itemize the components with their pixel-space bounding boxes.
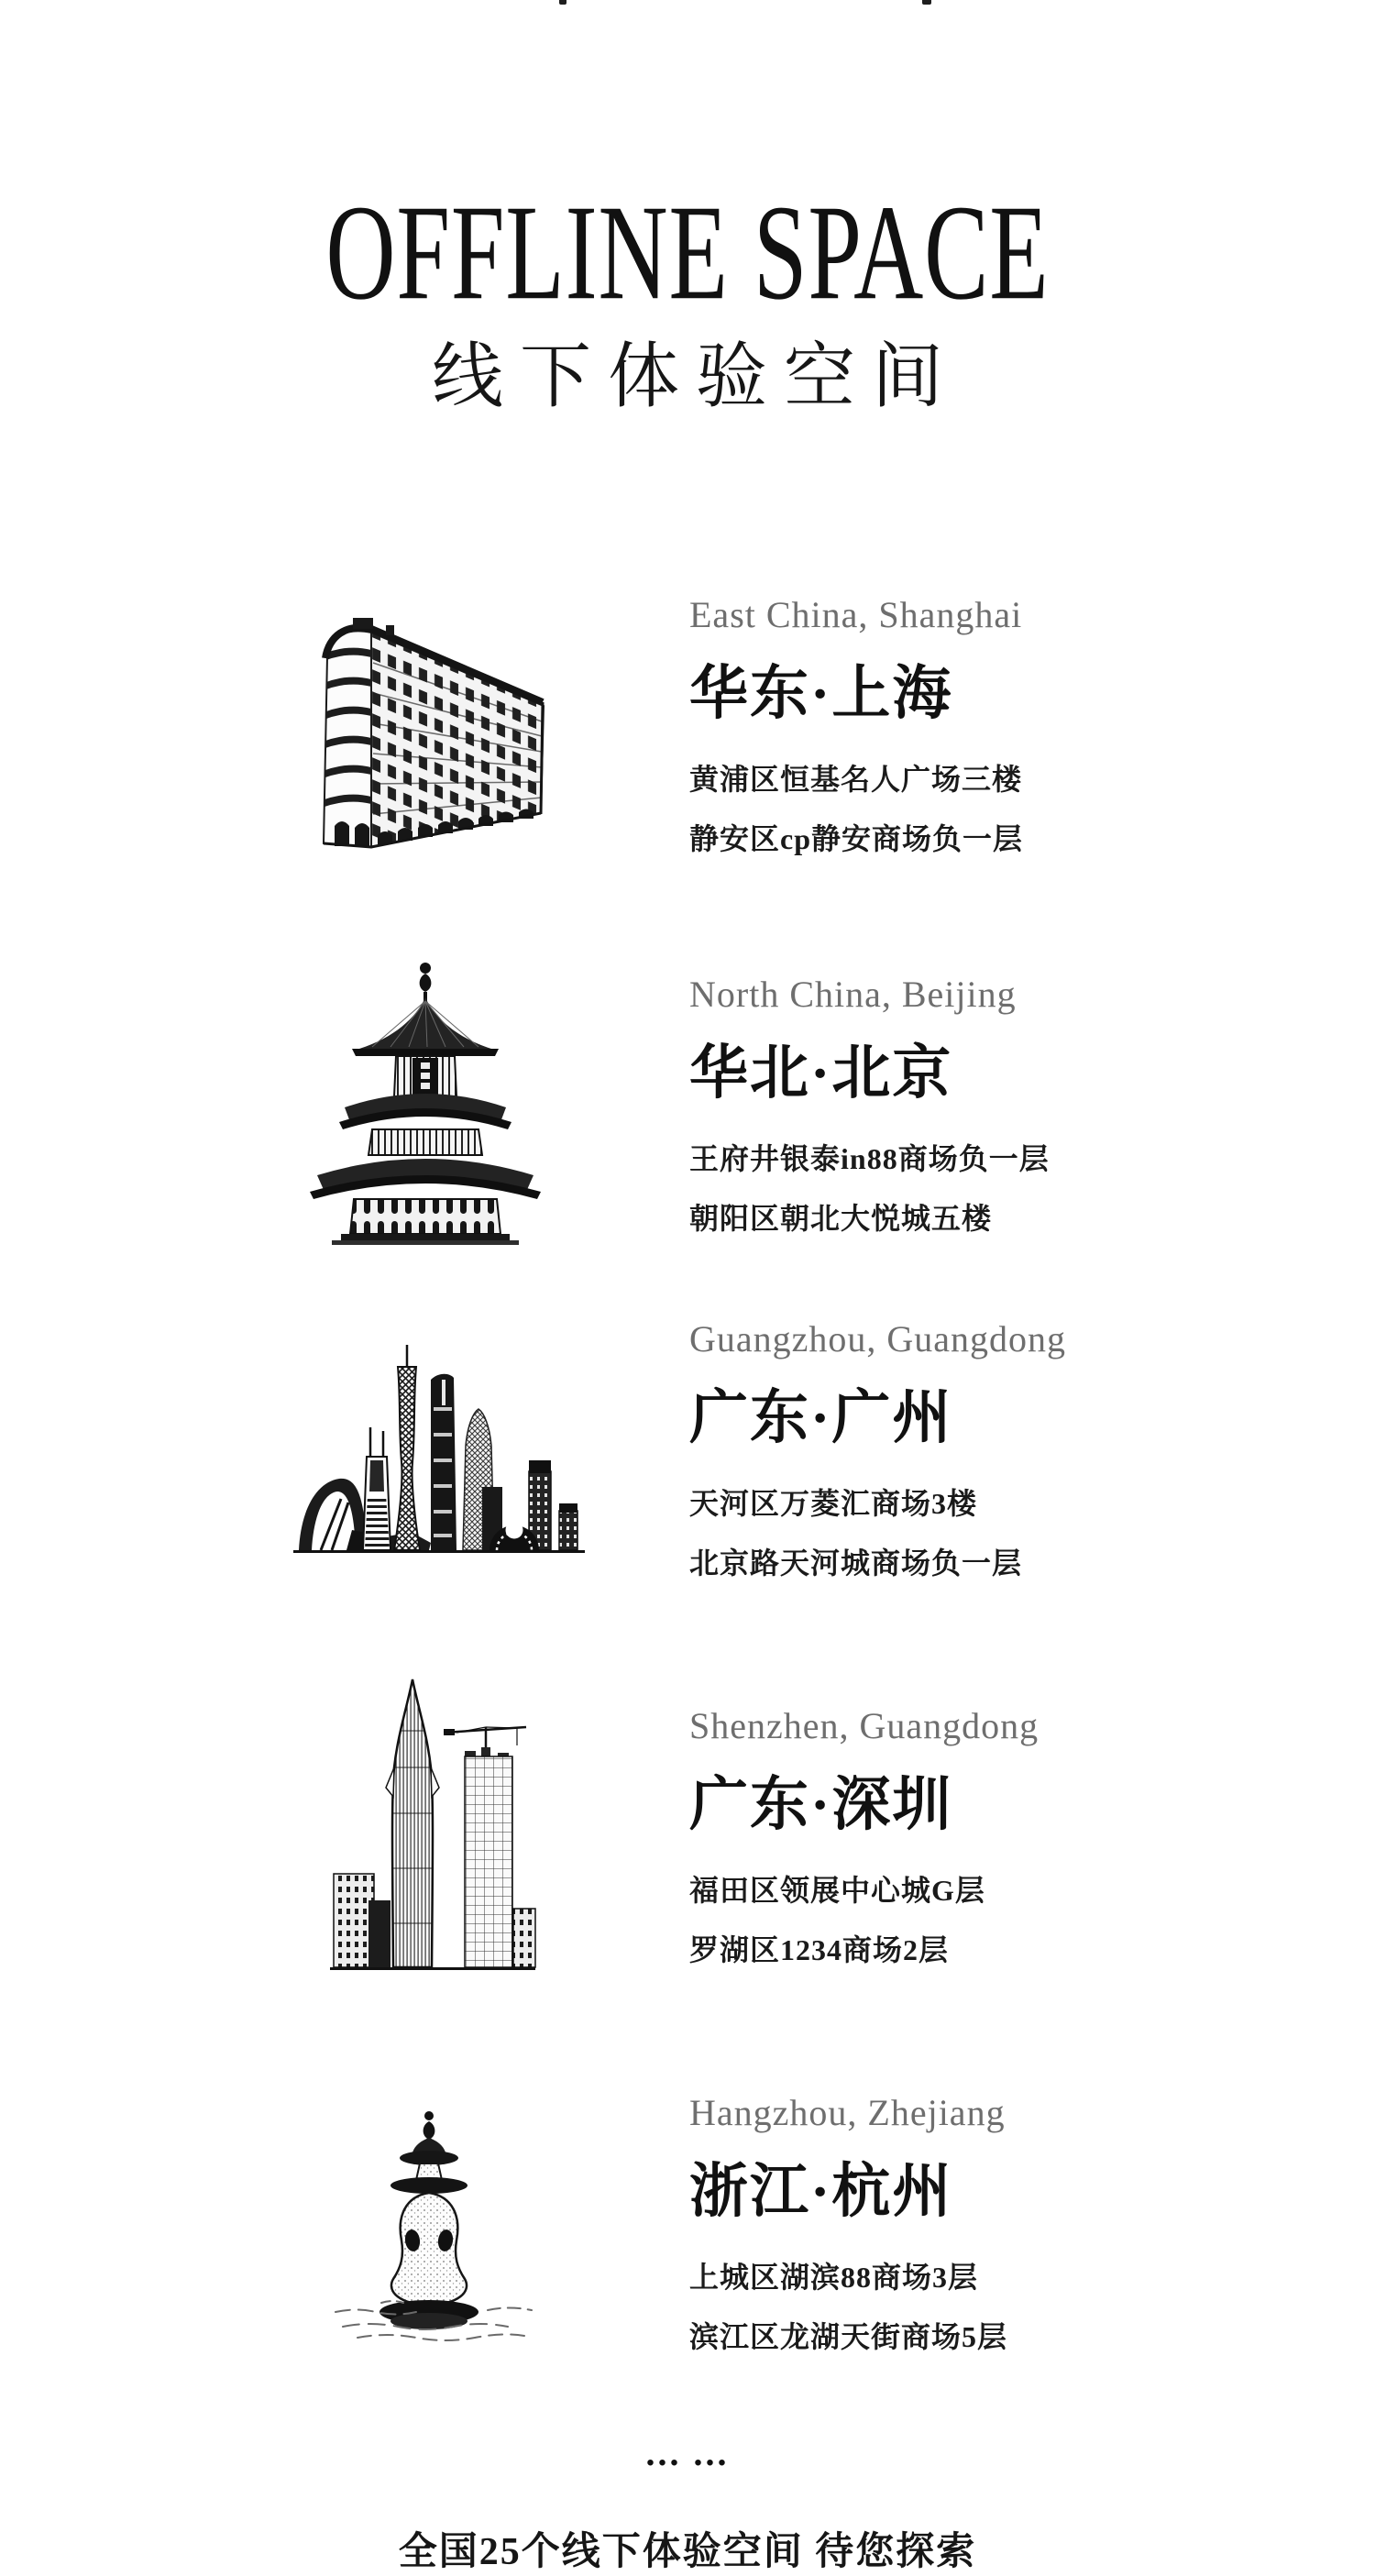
address-line: 黄浦区恒基名人广场三楼: [689, 762, 1023, 796]
shenzhen-towers-illustration: [328, 1676, 537, 1975]
region-title-zh: 华东·上海: [689, 661, 953, 726]
region-label-en: Hangzhou, Zhejiang: [689, 2092, 1006, 2133]
shanghai-building-illustration: [307, 616, 547, 862]
hangzhou-pagoda-illustration: [326, 2105, 541, 2341]
region-label-en: North China, Beijing: [689, 974, 1017, 1015]
address-line: 北京路天河城商场负一层: [689, 1547, 1023, 1580]
address-line: 上城区湖滨88商场3层: [689, 2260, 979, 2294]
section-hangzhou: [0, 2092, 1375, 2422]
section-beijing: [0, 974, 1375, 1304]
region-title-zh: 华北·北京: [689, 1040, 953, 1106]
address-line: 罗湖区1234商场2层: [689, 1933, 950, 1967]
section-shenzhen: [0, 1705, 1375, 2035]
address-line: 朝阳区朝北大悦城五楼: [689, 1202, 993, 1236]
page-title: OFFLINE SPACE: [325, 177, 1050, 328]
cropped-text-fragment: [922, 0, 931, 5]
region-label-en: Guangzhou, Guangdong: [689, 1318, 1067, 1360]
address-line: 静安区cp静安商场负一层: [689, 822, 1024, 856]
address-line: 滨江区龙湖天街商场5层: [689, 2320, 1008, 2354]
cropped-text-fragment: [559, 0, 566, 5]
section-shanghai: [0, 594, 1375, 924]
address-line: 天河区万菱汇商场3楼: [689, 1486, 978, 1520]
region-title-zh: 浙江·杭州: [689, 2159, 953, 2224]
page-subtitle: 线下体验空间: [431, 336, 960, 416]
guangzhou-skyline-illustration: [293, 1343, 585, 1560]
region-label-en: East China, Shanghai: [689, 594, 1023, 635]
address-line: 王府井银泰in88商场负一层: [689, 1141, 1050, 1175]
section-guangzhou: [0, 1318, 1375, 1648]
address-line: 福田区领展中心城G层: [689, 1873, 985, 1907]
region-title-zh: 广东·深圳: [689, 1772, 953, 1837]
ellipsis-separator: ... ...: [645, 2432, 730, 2473]
beijing-temple-of-heaven-illustration: [292, 959, 559, 1247]
region-title-zh: 广东·广州: [689, 1385, 953, 1450]
region-label-en: Shenzhen, Guangdong: [689, 1705, 1040, 1746]
footer-tagline: 全国25个线下体验空间 待您探索: [398, 2531, 977, 2573]
